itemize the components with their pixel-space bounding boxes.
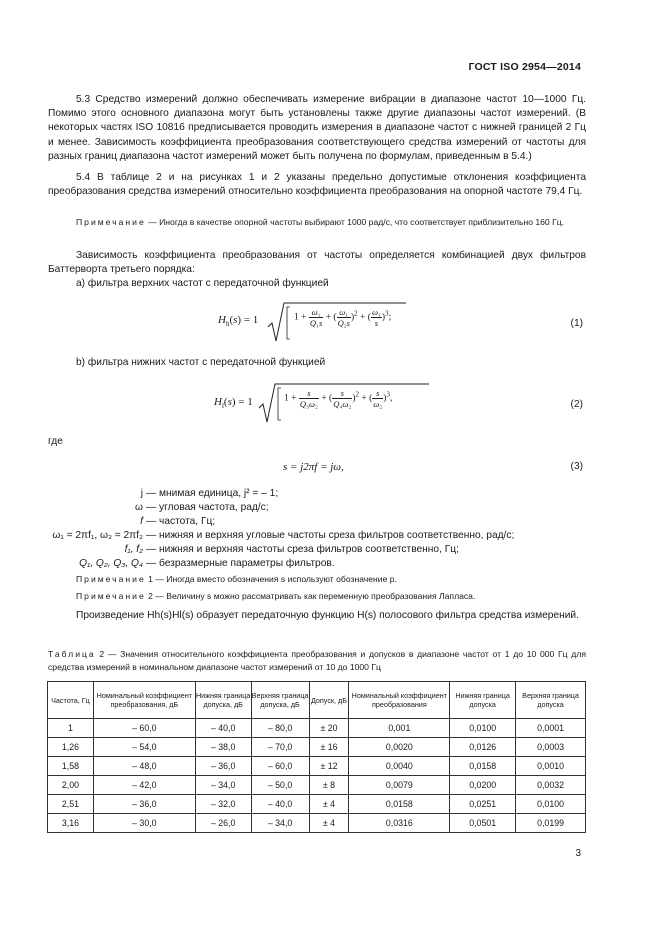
table-cell: ± 20 <box>309 719 349 738</box>
document-header: ГОСТ ISO 2954—2014 <box>468 61 581 73</box>
header-tolerance-db: Допуск, дБ <box>309 682 349 719</box>
equation-number-2: (2) <box>570 399 583 410</box>
note-reference-frequency <box>48 216 586 229</box>
table-cell: 0,0126 <box>450 738 516 757</box>
table-cell: 0,0040 <box>349 757 450 776</box>
table-cell: ± 16 <box>309 738 349 757</box>
table-row <box>48 795 586 814</box>
table-cell: 0,0199 <box>516 814 586 833</box>
var-sym-1: ω <box>135 502 143 513</box>
where-label: где <box>48 436 63 447</box>
table-cell: 0,0251 <box>450 795 516 814</box>
table-cell: – 40,0 <box>195 719 251 738</box>
equation-number-3: (3) <box>570 461 583 472</box>
table-cell: 0,0020 <box>349 738 450 757</box>
table-cell: 0,0079 <box>349 776 450 795</box>
table-cell: – 34,0 <box>251 814 309 833</box>
note-2-label: Примечание <box>76 591 146 601</box>
table-cell: ± 8 <box>309 776 349 795</box>
table-row <box>48 719 586 738</box>
header-lower: Нижняя граница допуска <box>450 682 516 719</box>
paragraph-product: Произведение Hh(s)Hl(s) образует передаточную функцию H(s) полосового фильтра средства измерений. <box>76 610 579 621</box>
var-desc-0: — мнимая единица, j² = – 1; <box>146 488 279 499</box>
equation-number-1: (1) <box>570 318 583 329</box>
table-row <box>48 814 586 833</box>
table-cell: 0,0010 <box>516 757 586 776</box>
table-cell: – 32,0 <box>195 795 251 814</box>
var-sym-0: j <box>140 488 143 499</box>
table-cell: 0,0100 <box>450 719 516 738</box>
table-cell: – 40,0 <box>251 795 309 814</box>
table-cell: 0,0316 <box>349 814 450 833</box>
table-cell: – 36,0 <box>195 757 251 776</box>
table-caption-label: Таблица <box>48 649 96 659</box>
var-sym-2: f <box>140 516 143 527</box>
table-cell: 0,0158 <box>349 795 450 814</box>
table-cell: – 54,0 <box>93 738 195 757</box>
table-cell: 0,001 <box>349 719 450 738</box>
table-cell: 0,0158 <box>450 757 516 776</box>
note-1-text: 1 — Иногда вместо обозначения s используют обозначение p. <box>145 574 397 584</box>
table-cell: 1,26 <box>48 738 94 757</box>
table-cell: – 70,0 <box>251 738 309 757</box>
table-cell: 0,0003 <box>516 738 586 757</box>
paragraph-dependence: Зависимость коэффициента преобразования от частоты определяется комбинацией двух фильтров Баттерворта третьего порядка: <box>48 250 586 276</box>
var-desc-1: — угловая частота, рад/с; <box>146 502 269 513</box>
paragraph-5-3: 5.3 Средство измерений должно обеспечивать измерение вибрации в диапазоне частот 10—1000 Гц. Помимо этого основного диапазона могут быть установлены также другие диапазоны частот измерений. (В некоторых частях ISO 10816 предписывается проводить измерения в диапазоне частот с нижней границей 2 Гц и менее. Зависимость коэффициента преобразования соответствующего средства измерений от частоты для разных границ диапазона частот измерений может быть получена по формулам, приведенным в 5.4.) <box>48 94 586 162</box>
table-cell: – 34,0 <box>195 776 251 795</box>
note-1-label: Примечание <box>76 574 146 584</box>
table-cell: 0,0501 <box>450 814 516 833</box>
table-cell: 0,0001 <box>516 719 586 738</box>
table-cell: – 80,0 <box>251 719 309 738</box>
table-cell: – 30,0 <box>93 814 195 833</box>
table-row <box>48 738 586 757</box>
var-desc-5: — безразмерные параметры фильтров. <box>146 558 335 569</box>
var-sym-4: f₁, f₂ <box>124 544 143 555</box>
table-cell: – 60,0 <box>251 757 309 776</box>
note-text: — Иногда в качестве опорной частоты выбирают 1000 рад/с, что соответствует приблизительно 160 Гц. <box>145 217 565 227</box>
table-cell: – 48,0 <box>93 757 195 776</box>
table-cell: – 38,0 <box>195 738 251 757</box>
table-caption-text: 2 — Значения относительного коэффициента преобразования и допусков в диапазоне частот от 1 до 10 000 Гц для средства измерений в номинальном диапазоне частот измерений от 10 до 1000 Гц <box>48 649 586 672</box>
table-header-row <box>48 682 586 719</box>
paragraph-5-4: 5.4 В таблице 2 и на рисунках 1 и 2 указаны предельно допустимые отклонения коэффициента преобразования средства измерений относительно коэффициента преобразования на опорной частоте 79,4 Гц. <box>48 172 586 198</box>
table-row <box>48 757 586 776</box>
header-nominal: Номинальный коэффициент преобразования <box>349 682 450 719</box>
header-frequency: Частота, Гц <box>48 682 94 719</box>
header-upper: Верхняя граница допуска <box>516 682 586 719</box>
var-sym-3: ω₁ = 2πf₁, ω₂ = 2πf₂ <box>52 530 143 541</box>
table-cell: 0,0100 <box>516 795 586 814</box>
table-cell: – 60,0 <box>93 719 195 738</box>
table-cell: 2,51 <box>48 795 94 814</box>
formula-3: s = j2πf = jω, <box>283 461 344 473</box>
header-lower-db: Нижняя граница допуска, дБ <box>195 682 251 719</box>
table-2 <box>47 681 586 833</box>
table-cell: – 36,0 <box>93 795 195 814</box>
header-nominal-db: Номинальный коэффициент преобразования, дБ <box>93 682 195 719</box>
note-2 <box>48 590 586 603</box>
table-caption <box>48 648 586 674</box>
table-cell: ± 4 <box>309 814 349 833</box>
table-cell: ± 12 <box>309 757 349 776</box>
note-1 <box>48 573 586 586</box>
table-cell: 1 <box>48 719 94 738</box>
var-desc-2: — частота, Гц; <box>146 516 216 527</box>
note-2-text: 2 — Величину s можно рассматривать как переменную преобразования Лапласа. <box>145 591 476 601</box>
table-cell: – 26,0 <box>195 814 251 833</box>
table-cell: 0,0032 <box>516 776 586 795</box>
table-cell: ± 4 <box>309 795 349 814</box>
var-desc-4: — нижняя и верхняя частоты среза фильтров соответственно, Гц; <box>146 544 459 555</box>
table-cell: 3,16 <box>48 814 94 833</box>
var-desc-3: — нижняя и верхняя угловые частоты среза фильтров соответственно, рад/с; <box>146 530 515 541</box>
page-number: 3 <box>575 848 581 859</box>
table-cell: – 50,0 <box>251 776 309 795</box>
header-upper-db: Верхняя граница допуска, дБ <box>251 682 309 719</box>
var-sym-5: Q₁, Q₂, Q₃, Q₄ <box>79 558 143 569</box>
table-cell: 2,00 <box>48 776 94 795</box>
table-cell: 1,58 <box>48 757 94 776</box>
item-b: b) фильтра нижних частот с передаточной функцией <box>76 357 326 368</box>
table-cell: – 42,0 <box>93 776 195 795</box>
table-cell: 0,0200 <box>450 776 516 795</box>
item-a: а) фильтра верхних частот с передаточной функцией <box>76 278 329 289</box>
note-label: Примечание <box>76 217 146 227</box>
table-row <box>48 776 586 795</box>
